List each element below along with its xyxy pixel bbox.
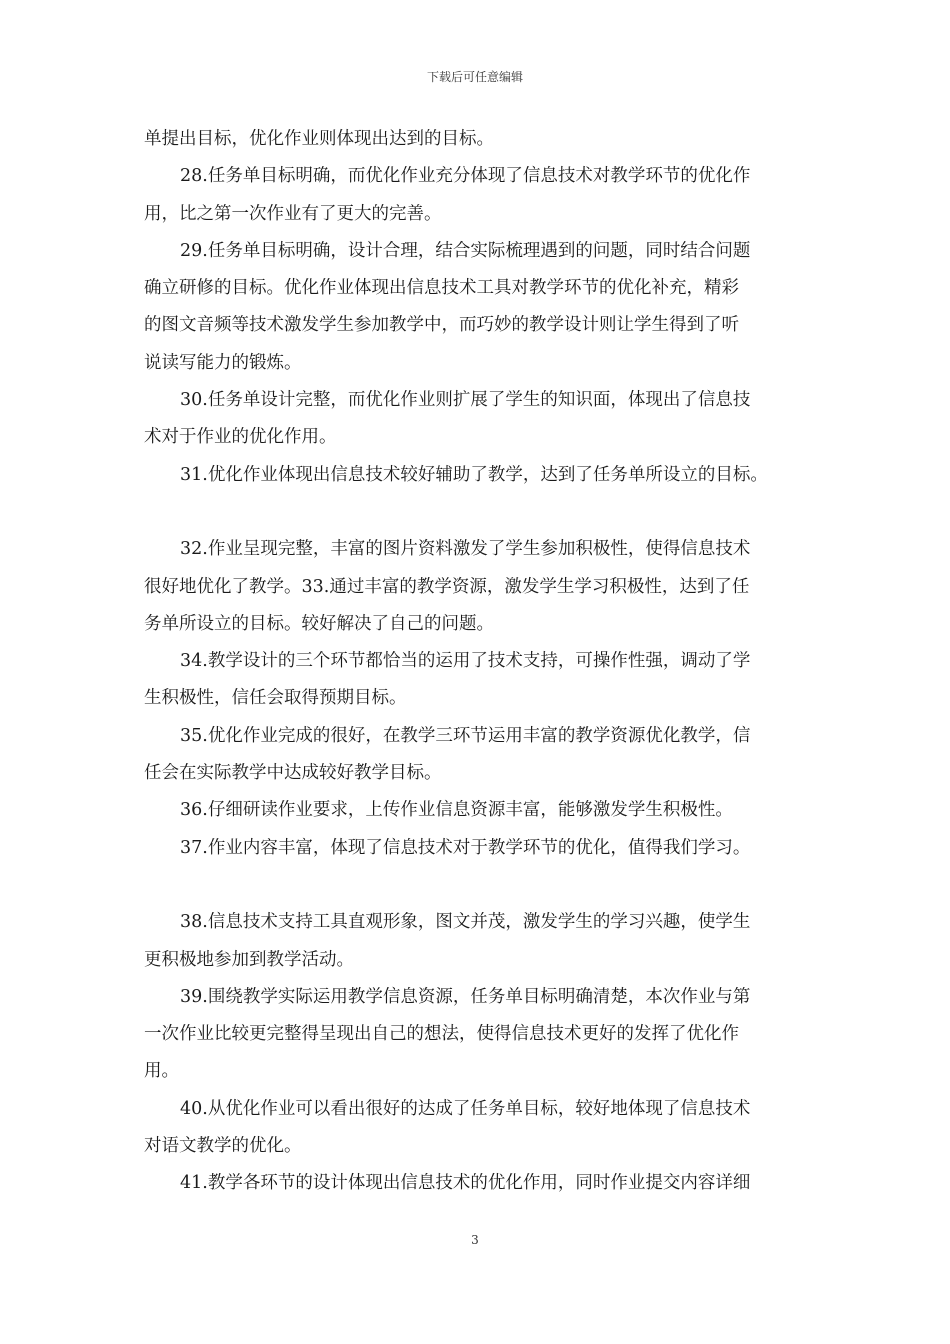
text-line: 40.从优化作业可以看出很好的达成了任务单目标，较好地体现了信息技术 — [180, 1098, 751, 1119]
document-body — [144, 121, 809, 1203]
text-line: 的图文音频等技术激发学生参加教学中，而巧妙的教学设计则让学生得到了听 — [144, 315, 739, 336]
text-line: 确立研修的目标。优化作业体现出信息技术工具对教学环节的优化补充，精彩 — [144, 278, 739, 299]
text-line: 39.围绕教学实际运用教学信息资源，任务单目标明确清楚，本次作业与第 — [180, 986, 751, 1007]
page-header: 下载后可任意编辑 — [426, 70, 523, 84]
page-number: 3 — [471, 1233, 479, 1247]
text-line: 很好地优化了教学。33.通过丰富的教学资源，激发学生学习积极性，达到了任 — [144, 576, 750, 597]
text-line: 35.优化作业完成的很好，在教学三环节运用丰富的教学资源优化教学，信 — [180, 725, 751, 746]
text-line: 36.仔细研读作业要求，上传作业信息资源丰富，能够激发学生积极性。 — [180, 800, 733, 821]
text-line: 31.优化作业体现出信息技术较好辅助了教学，达到了任务单所设立的目标。 — [180, 464, 768, 485]
text-line: 任会在实际教学中达成较好教学目标。 — [144, 763, 442, 784]
text-line: 说读写能力的锻炼。 — [144, 352, 302, 373]
text-line: 术对于作业的优化作用。 — [144, 427, 337, 448]
text-line: 32.作业呈现完整，丰富的图片资料激发了学生参加积极性，使得信息技术 — [180, 539, 751, 560]
text-line: 28.任务单目标明确，而优化作业充分体现了信息技术对教学环节的优化作 — [180, 166, 751, 187]
text-line: 37.作业内容丰富，体现了信息技术对于教学环节的优化，值得我们学习。 — [180, 837, 751, 858]
text-line: 务单所设立的目标。较好解决了自己的问题。 — [144, 613, 494, 634]
blank-line — [144, 867, 809, 904]
text-line: 38.信息技术支持工具直观形象，图文并茂，激发学生的学习兴趣，使学生 — [180, 912, 751, 933]
blank-line — [144, 494, 809, 531]
text-line: 一次作业比较更完整得呈现出自己的想法，使得信息技术更好的发挥了优化作 — [144, 1024, 739, 1045]
text-line: 41.教学各环节的设计体现出信息技术的优化作用，同时作业提交内容详细 — [180, 1173, 751, 1194]
text-line: 用，比之第一次作业有了更大的完善。 — [144, 203, 442, 224]
text-line: 30.任务单设计完整，而优化作业则扩展了学生的知识面，体现出了信息技 — [180, 390, 751, 411]
text-line: 生积极性，信任会取得预期目标。 — [144, 688, 407, 709]
text-line: 29.任务单目标明确，设计合理，结合实际梳理遇到的问题，同时结合问题 — [180, 240, 751, 261]
text-line: 用。 — [144, 1061, 179, 1082]
text-line: 对语文教学的优化。 — [144, 1136, 302, 1157]
text-line: 单提出目标，优化作业则体现出达到的目标。 — [144, 129, 494, 149]
text-line: 更积极地参加到教学活动。 — [144, 949, 354, 970]
text-line: 34.教学设计的三个环节都恰当的运用了技术支持，可操作性强，调动了学 — [180, 651, 751, 672]
